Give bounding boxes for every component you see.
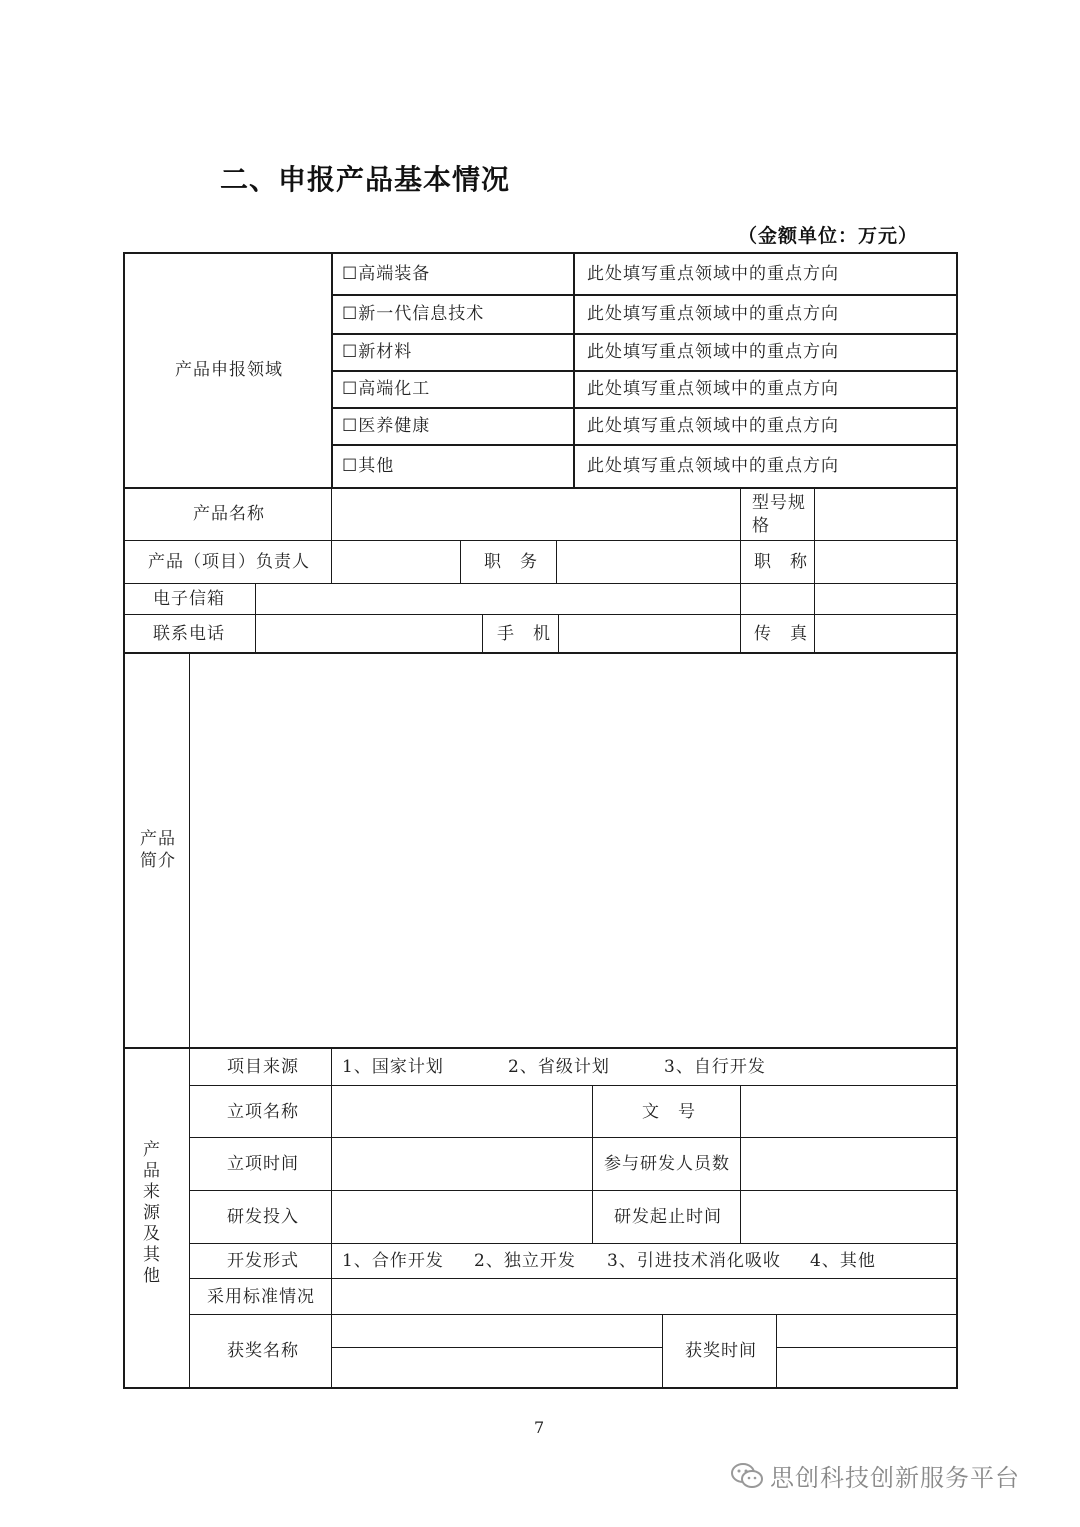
direction-hint[interactable]: 此处填写重点领域中的重点方向: [587, 342, 839, 362]
dev-form-label: 开发形式: [227, 1251, 299, 1271]
project-source-self[interactable]: 3、自行开发: [664, 1057, 766, 1077]
job-title-field[interactable]: [815, 541, 956, 583]
unit-note: （金额单位：万元）: [738, 225, 919, 247]
fax-label: 传 真: [754, 624, 808, 644]
project-source-label: 项目来源: [227, 1057, 299, 1077]
doc-no-field[interactable]: [741, 1086, 956, 1137]
award-time-field[interactable]: [777, 1315, 956, 1347]
rd-period-field[interactable]: [741, 1191, 956, 1243]
product-name-field[interactable]: [332, 489, 740, 540]
project-time-label: 立项时间: [227, 1154, 299, 1174]
model-spec-label-cont: 格: [752, 516, 770, 536]
direction-hint[interactable]: 此处填写重点领域中的重点方向: [587, 416, 839, 436]
watermark: [730, 1458, 1020, 1493]
doc-no-label: 文 号: [642, 1102, 696, 1122]
section-title: 二、申报产品基本情况: [220, 163, 511, 196]
checkbox-health-care[interactable]: ☐医养健康: [342, 416, 431, 436]
mobile-label: 手 机: [497, 624, 551, 644]
manager-label: 产品（项目）负责人: [148, 552, 310, 572]
award-time-label: 获奖时间: [685, 1341, 757, 1361]
fax-field[interactable]: [815, 615, 956, 652]
award-time-field[interactable]: [777, 1348, 956, 1387]
dev-form-other[interactable]: 4、其他: [810, 1251, 876, 1271]
checkbox-high-end-equipment[interactable]: ☐高端装备: [342, 264, 431, 284]
watermark-text: 思创科技创新服务平台: [770, 1464, 1020, 1492]
checkbox-other[interactable]: ☐其他: [342, 456, 395, 476]
project-name-field[interactable]: [332, 1086, 592, 1137]
job-title-label: 职 称: [754, 552, 808, 572]
project-name-label: 立项名称: [227, 1102, 299, 1122]
rd-invest-field[interactable]: [332, 1191, 592, 1243]
application-field-label: 产品申报领域: [175, 360, 283, 380]
direction-hint[interactable]: 此处填写重点领域中的重点方向: [587, 456, 839, 476]
email-field[interactable]: [256, 584, 740, 614]
dev-form-imported[interactable]: 3、引进技术消化吸收: [607, 1251, 781, 1271]
standard-field[interactable]: [332, 1279, 956, 1314]
project-source-national[interactable]: 1、国家计划: [342, 1057, 444, 1077]
email-label: 电子信箱: [153, 589, 225, 609]
model-spec-field[interactable]: [815, 489, 956, 540]
position-label: 职 务: [484, 552, 538, 572]
checkbox-new-it[interactable]: ☐新一代信息技术: [342, 304, 485, 324]
rd-staff-label: 参与研发人员数: [604, 1154, 730, 1174]
project-time-field[interactable]: [332, 1138, 592, 1190]
intro-label-cont: 简介: [140, 851, 176, 871]
award-name-field[interactable]: [332, 1315, 662, 1347]
dev-form-independent[interactable]: 2、独立开发: [474, 1251, 576, 1271]
direction-hint[interactable]: 此处填写重点领域中的重点方向: [587, 304, 839, 324]
dev-form-cooperative[interactable]: 1、合作开发: [342, 1251, 444, 1271]
intro-label: 产品: [140, 829, 176, 849]
product-name-label: 产品名称: [193, 504, 265, 524]
rd-period-label: 研发起止时间: [614, 1207, 722, 1227]
award-name-label: 获奖名称: [227, 1341, 299, 1361]
wechat-icon: [730, 1461, 764, 1491]
award-name-field[interactable]: [332, 1348, 662, 1387]
checkbox-high-end-chemical[interactable]: ☐高端化工: [342, 379, 431, 399]
manager-field[interactable]: [332, 541, 460, 583]
product-intro-area[interactable]: [190, 654, 956, 1047]
rd-staff-field[interactable]: [741, 1138, 956, 1190]
page-number: 7: [534, 1418, 546, 1437]
project-source-provincial[interactable]: 2、省级计划: [508, 1057, 610, 1077]
model-spec-label: 型号规: [752, 493, 806, 513]
phone-label: 联系电话: [153, 624, 225, 644]
phone-field[interactable]: [256, 615, 482, 652]
mobile-field[interactable]: [559, 615, 740, 652]
position-field[interactable]: [557, 541, 740, 583]
standard-label: 采用标准情况: [207, 1287, 315, 1307]
source-side-label: 产品来源及其他: [143, 1140, 161, 1286]
direction-hint[interactable]: 此处填写重点领域中的重点方向: [587, 379, 839, 399]
direction-hint[interactable]: 此处填写重点领域中的重点方向: [587, 264, 839, 284]
checkbox-new-materials[interactable]: ☐新材料: [342, 342, 413, 362]
rd-invest-label: 研发投入: [227, 1207, 299, 1227]
